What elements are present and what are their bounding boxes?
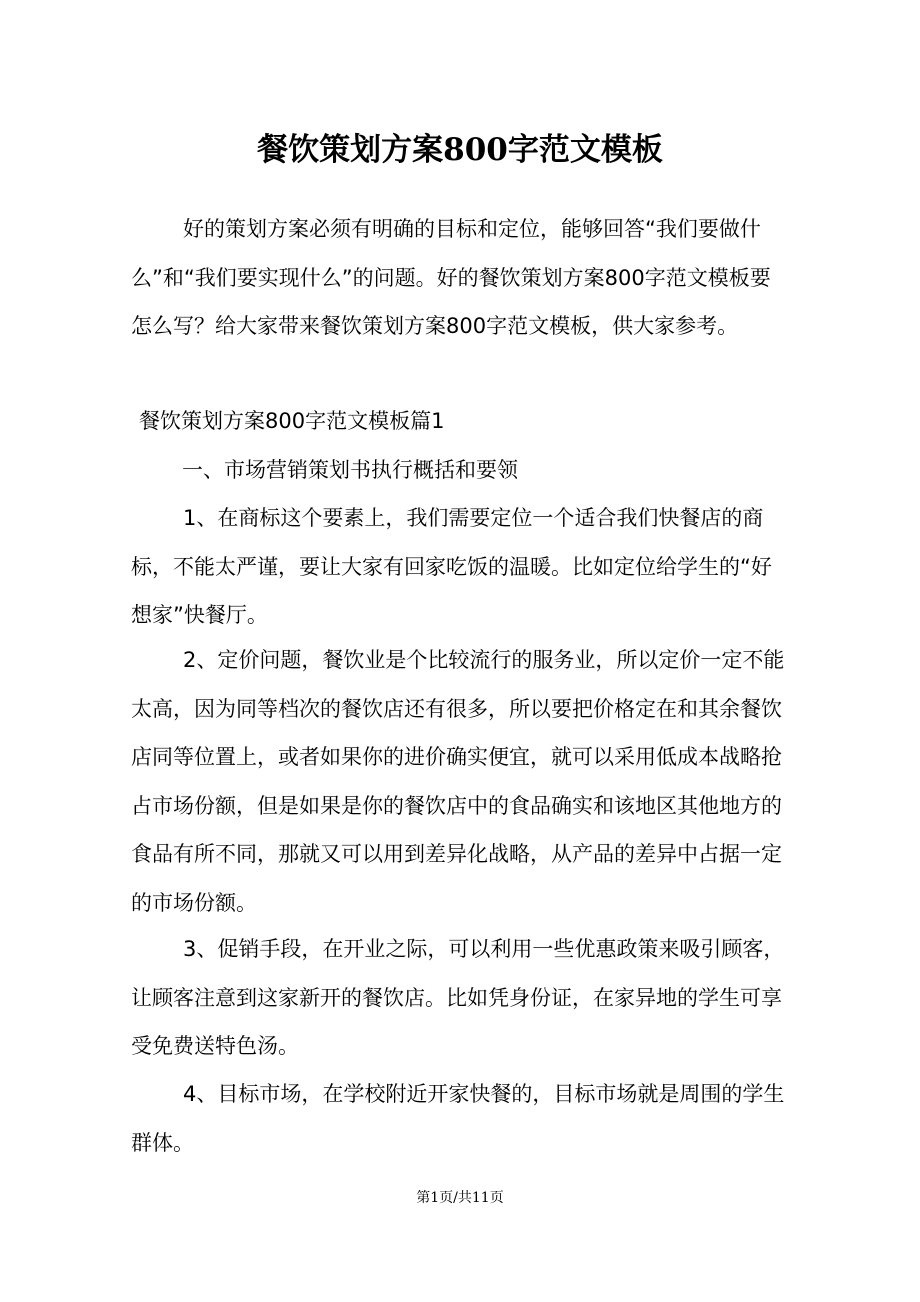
paragraph-1: 1、在商标这个要素上，我们需要定位一个适合我们快餐店的商标，不能太严谨，要让大家有回家吃饭的温暖。比如定位给学生的“好想家”快餐厅。 bbox=[131, 506, 772, 627]
paragraph-4: 4、目标市场，在学校附近开家快餐的，目标市场就是周围的学生群体。 bbox=[131, 1082, 785, 1155]
intro-paragraph: 好的策划方案必须有明确的目标和定位，能够回答“我们要做什么”和“我们要实现什么”的问题。好的餐饮策划方案800字范文模板要怎么写？给大家带来餐饮策划方案800字范文模板，供大家参考。 bbox=[131, 217, 771, 338]
subsection-title: 一、市场营销策划书执行概括和要领 bbox=[182, 458, 518, 482]
section-title: 餐饮策划方案800字范文模板篇1 bbox=[139, 409, 445, 433]
page-footer: 第1页/共11页 bbox=[416, 1190, 504, 1206]
paragraph-2: 2、定价问题，餐饮业是个比较流行的服务业，所以定价一定不能太高，因为同等档次的餐饮店还有很多，所以要把价格定在和其余餐饮店同等位置上，或者如果你的进价确实便宜，就可以采用低成本战略抢占市场份额，但是如果是你的餐饮店中的食品确实和该地区其他地方的食品有所不同，那就又可以用到差异化战略，从产品的差异中占据一定的市场份额。 bbox=[131, 648, 785, 915]
document-title: 餐饮策划方案800字范文模板 bbox=[257, 132, 663, 168]
paragraph-3: 3、促销手段，在开业之际，可以利用一些优惠政策来吸引顾客，让顾客注意到这家新开的餐饮店。比如凭身份证，在家异地的学生可享受免费送特色汤。 bbox=[131, 937, 785, 1058]
